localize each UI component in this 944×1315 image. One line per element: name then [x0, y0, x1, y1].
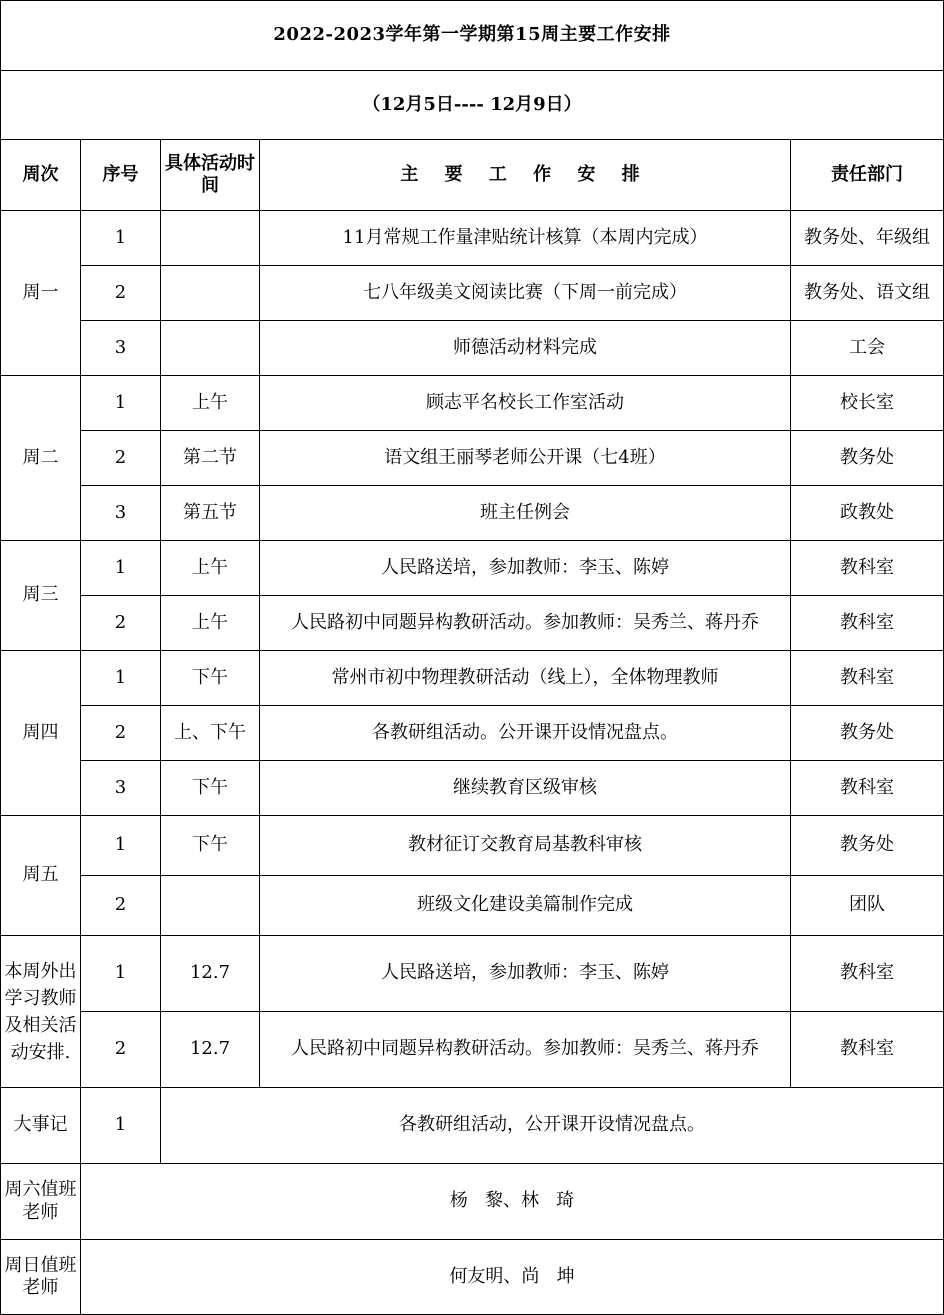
row-seq: 1 [81, 936, 161, 1012]
row-time [161, 266, 260, 321]
table-row [1, 376, 944, 431]
row-dept: 教科室 [791, 596, 944, 651]
row-time [161, 321, 260, 376]
row-time: 12.7 [161, 936, 260, 1012]
header-seq: 序号 [81, 140, 161, 211]
row-seq: 1 [81, 541, 161, 596]
table-row [1, 876, 944, 936]
table-row [1, 266, 944, 321]
page-title: 2022-2023学年第一学期第15周主要工作安排 [1, 1, 944, 71]
row-task: 人民路初中同题异构教研活动。参加教师：吴秀兰、蒋丹乔 [260, 596, 791, 651]
table-row [1, 596, 944, 651]
header-row [1, 140, 944, 211]
row-seq: 1 [81, 816, 161, 876]
table-row [1, 321, 944, 376]
row-seq: 2 [81, 706, 161, 761]
row-dept: 教科室 [791, 936, 944, 1012]
table-row [1, 651, 944, 706]
row-dept: 教务处 [791, 706, 944, 761]
row-dept: 工会 [791, 321, 944, 376]
row-seq: 1 [81, 651, 161, 706]
day-label-monday: 周一 [1, 211, 81, 376]
row-time: 下午 [161, 761, 260, 816]
row-seq: 2 [81, 431, 161, 486]
row-seq: 2 [81, 1012, 161, 1088]
header-task: 主 要 工 作 安 排 [260, 140, 791, 211]
row-task: 师德活动材料完成 [260, 321, 791, 376]
row-seq: 3 [81, 321, 161, 376]
row-task: 班主任例会 [260, 486, 791, 541]
table-row [1, 936, 944, 1012]
events-row [1, 1088, 944, 1164]
day-label-friday: 周五 [1, 816, 81, 936]
header-dept: 责任部门 [791, 140, 944, 211]
row-dept: 教科室 [791, 1012, 944, 1088]
table-row [1, 211, 944, 266]
row-dept: 教科室 [791, 541, 944, 596]
duty-saturday-row [1, 1164, 944, 1240]
row-seq: 2 [81, 266, 161, 321]
row-time: 上午 [161, 376, 260, 431]
table-row [1, 1012, 944, 1088]
row-seq: 3 [81, 761, 161, 816]
row-task: 继续教育区级审核 [260, 761, 791, 816]
row-time: 上午 [161, 541, 260, 596]
duty-sunday-names: 何友明、尚 坤 [81, 1240, 944, 1315]
row-seq: 1 [81, 376, 161, 431]
duty-sunday-label: 周日值班老师 [1, 1240, 81, 1315]
row-dept: 教务处、年级组 [791, 211, 944, 266]
events-text: 各教研组活动，公开课开设情况盘点。 [161, 1088, 944, 1164]
row-task: 常州市初中物理教研活动（线上），全体物理教师 [260, 651, 791, 706]
row-time: 第五节 [161, 486, 260, 541]
header-week: 周次 [1, 140, 81, 211]
row-time: 下午 [161, 816, 260, 876]
date-range: （12月5日---- 12月9日） [1, 71, 944, 140]
extra-section-label: 本周外出学习教师及相关活动安排. [1, 936, 81, 1088]
row-time [161, 211, 260, 266]
events-seq: 1 [81, 1088, 161, 1164]
row-dept: 校长室 [791, 376, 944, 431]
row-task: 人民路送培，参加教师：李玉、陈婷 [260, 541, 791, 596]
duty-sunday-row [1, 1240, 944, 1315]
row-time [161, 876, 260, 936]
row-dept: 政教处 [791, 486, 944, 541]
row-dept: 教科室 [791, 651, 944, 706]
table-row [1, 706, 944, 761]
table-row [1, 431, 944, 486]
header-time: 具体活动时间 [161, 140, 260, 211]
row-dept: 团队 [791, 876, 944, 936]
row-task: 各教研组活动。公开课开设情况盘点。 [260, 706, 791, 761]
day-label-thursday: 周四 [1, 651, 81, 816]
row-task: 人民路送培，参加教师：李玉、陈婷 [260, 936, 791, 1012]
row-seq: 1 [81, 211, 161, 266]
row-task: 11月常规工作量津贴统计核算（本周内完成） [260, 211, 791, 266]
row-dept: 教务处、语文组 [791, 266, 944, 321]
day-label-wednesday: 周三 [1, 541, 81, 651]
row-dept: 教务处 [791, 431, 944, 486]
row-task: 七八年级美文阅读比赛（下周一前完成） [260, 266, 791, 321]
row-time: 下午 [161, 651, 260, 706]
row-seq: 2 [81, 596, 161, 651]
row-time: 第二节 [161, 431, 260, 486]
table-row [1, 816, 944, 876]
row-task: 语文组王丽琴老师公开课（七4班） [260, 431, 791, 486]
row-seq: 3 [81, 486, 161, 541]
row-time: 12.7 [161, 1012, 260, 1088]
events-label: 大事记 [1, 1088, 81, 1164]
row-time: 上午 [161, 596, 260, 651]
duty-saturday-names: 杨 黎、林 琦 [81, 1164, 944, 1240]
table-row [1, 541, 944, 596]
row-time: 上、下午 [161, 706, 260, 761]
row-task: 教材征订交教育局基教科审核 [260, 816, 791, 876]
row-dept: 教务处 [791, 816, 944, 876]
row-task: 顾志平名校长工作室活动 [260, 376, 791, 431]
row-dept: 教科室 [791, 761, 944, 816]
row-task: 人民路初中同题异构教研活动。参加教师：吴秀兰、蒋丹乔 [260, 1012, 791, 1088]
day-label-tuesday: 周二 [1, 376, 81, 541]
row-seq: 2 [81, 876, 161, 936]
duty-saturday-label: 周六值班老师 [1, 1164, 81, 1240]
table-row [1, 761, 944, 816]
row-task: 班级文化建设美篇制作完成 [260, 876, 791, 936]
table-row [1, 486, 944, 541]
